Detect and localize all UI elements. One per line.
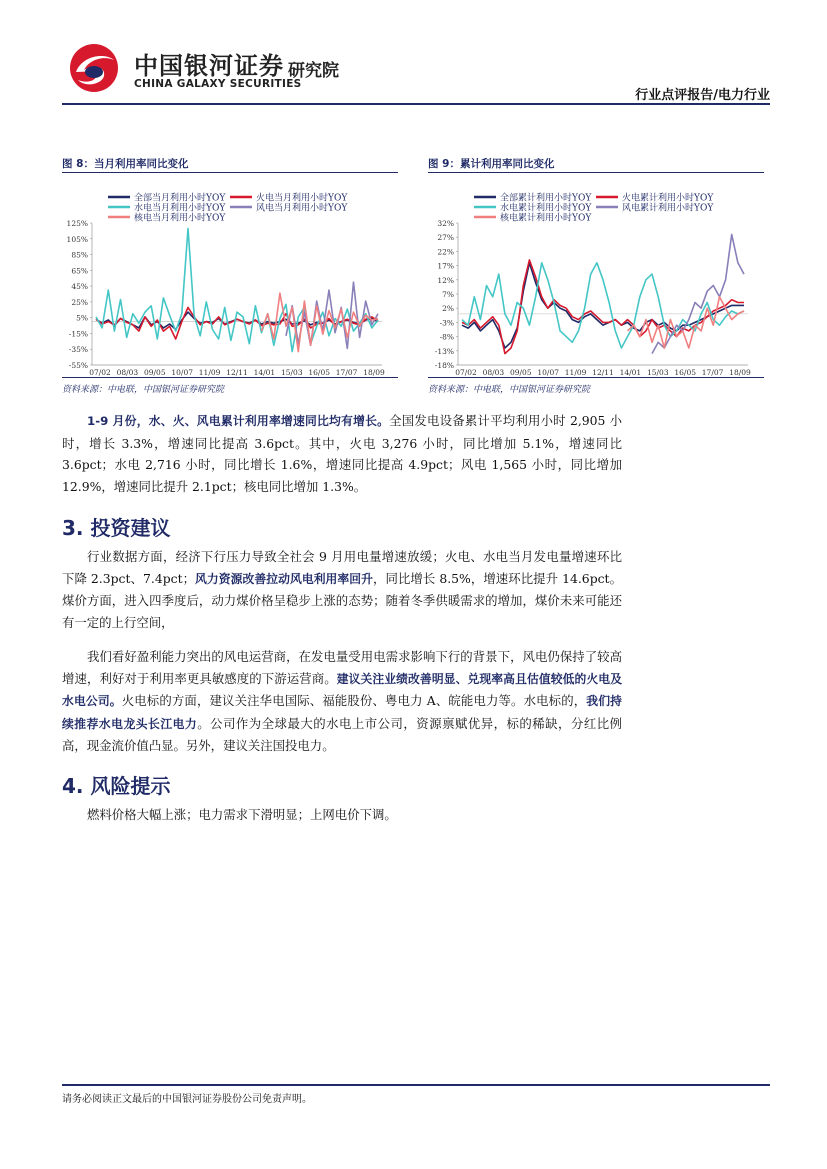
galaxy-logo-icon bbox=[68, 42, 120, 94]
header-rule bbox=[62, 103, 770, 105]
y-tick-label: -15% bbox=[68, 329, 88, 339]
legend-label: 火电累计利用小时YOY bbox=[622, 193, 714, 204]
x-tick-label: 10/07 bbox=[537, 368, 560, 377]
legend-label: 全部累计利用小时YOY bbox=[500, 193, 592, 204]
section-heading-investment: 3. 投资建议 bbox=[62, 516, 171, 540]
footer-rule bbox=[62, 1084, 770, 1086]
x-tick-label: 14/01 bbox=[619, 368, 642, 377]
logo-english-name: CHINA GALAXY SECURITIES bbox=[134, 78, 302, 90]
institute-name: 研究院 bbox=[288, 61, 339, 81]
legend-label: 火电当月利用小时YOY bbox=[256, 193, 348, 204]
y-tick-label: -8% bbox=[439, 332, 454, 342]
x-tick-label: 18/09 bbox=[729, 368, 751, 377]
y-tick-label: -13% bbox=[434, 346, 454, 356]
x-tick-label: 09/05 bbox=[143, 368, 166, 377]
y-tick-label: 12% bbox=[437, 275, 454, 285]
paragraph-highlight: 建议关注业绩改善明显、兑现率高且估值较低的火电及水电公司。 bbox=[62, 671, 622, 708]
y-tick-label: -35% bbox=[68, 345, 88, 355]
x-tick-label: 11/09 bbox=[198, 368, 221, 377]
series-line bbox=[652, 234, 744, 353]
figure-source: 资料来源：中电联，中国银河证券研究院 bbox=[62, 385, 225, 395]
figure-caption: 图 9：累计利用率同比变化 bbox=[428, 158, 555, 170]
x-tick-label: 08/03 bbox=[482, 368, 505, 377]
paragraph-text: 行业数据方面，经济下行压力导致全社会 9 月用电量增速放缓；火电、水电当月发电量增速环比下降 2.3pct、7.4pct； bbox=[62, 549, 622, 586]
paragraph-lead: 1-9 月份，水、火、风电累计利用率增速同比均有增长。 bbox=[87, 414, 390, 428]
y-tick-label: 22% bbox=[437, 247, 454, 257]
figure-source: 资料来源：中电联，中国银河证券研究院 bbox=[428, 385, 591, 395]
x-tick-label: 16/05 bbox=[308, 368, 331, 377]
section-heading-risk: 4. 风险提示 bbox=[62, 774, 171, 798]
y-tick-label: 45% bbox=[71, 282, 88, 292]
chart-monthly-utilization-yoy bbox=[62, 173, 398, 377]
x-tick-label: 17/07 bbox=[335, 368, 358, 377]
x-tick-label: 15/03 bbox=[646, 368, 669, 377]
paragraph-recommendation bbox=[62, 646, 622, 757]
y-tick-label: 27% bbox=[437, 233, 454, 243]
y-tick-label: 65% bbox=[71, 266, 88, 276]
legend-label: 核电当月利用小时YOY bbox=[134, 213, 226, 224]
y-tick-label: -3% bbox=[439, 318, 454, 328]
legend-label: 核电累计利用小时YOY bbox=[500, 213, 592, 224]
x-tick-label: 16/05 bbox=[674, 368, 697, 377]
x-tick-label: 09/05 bbox=[509, 368, 532, 377]
figure-rule bbox=[62, 377, 398, 378]
legend-label: 全部当月利用小时YOY bbox=[134, 193, 226, 204]
x-tick-label: 17/07 bbox=[701, 368, 724, 377]
logo-chinese-name: 中国银河证券 bbox=[134, 52, 284, 80]
y-tick-label: 85% bbox=[71, 250, 88, 260]
legend-label: 风电累计利用小时YOY bbox=[622, 203, 714, 214]
footer-disclaimer: 请务必阅读正文最后的中国银河证券股份公司免责声明。 bbox=[62, 1094, 312, 1105]
y-tick-label: 17% bbox=[437, 261, 454, 271]
y-tick-label: 105% bbox=[66, 234, 88, 244]
y-tick-label: 5% bbox=[76, 313, 88, 323]
paragraph-text: 。公司作为全球最大的水电上市公司，资源禀赋优异，标的稀缺，分红比例高，现金流价值凸显。另外，建议关注国投电力。 bbox=[62, 715, 622, 753]
figure-9 bbox=[428, 156, 764, 395]
page-header bbox=[62, 38, 770, 106]
y-tick-label: 125% bbox=[66, 219, 88, 228]
y-tick-label: 7% bbox=[442, 290, 454, 299]
y-tick-label: 32% bbox=[437, 219, 454, 228]
paragraph-utilization bbox=[62, 410, 622, 497]
y-tick-label: 25% bbox=[71, 297, 88, 307]
y-tick-label: 2% bbox=[442, 304, 454, 314]
y-tick-label: -55% bbox=[68, 361, 88, 370]
paragraph-highlight: 风力资源改善拉动风电利用率回升 bbox=[194, 571, 374, 586]
x-tick-label: 07/02 bbox=[455, 368, 477, 377]
paragraph-highlight: 我们持续推荐水电龙头长江电力 bbox=[62, 694, 622, 731]
x-tick-label: 10/07 bbox=[171, 368, 194, 377]
x-tick-label: 08/03 bbox=[116, 368, 139, 377]
figure-8 bbox=[62, 156, 398, 395]
legend-label: 风电当月利用小时YOY bbox=[256, 203, 348, 214]
figure-caption: 图 8：当月利用率同比变化 bbox=[62, 158, 189, 170]
report-type: 行业点评报告/电力行业 bbox=[635, 88, 770, 103]
legend-label: 水电累计利用小时YOY bbox=[500, 203, 592, 214]
paragraph-text: 全国发电设备累计平均利用小时 2,905 小时，增长 3.3%，增速同比提高 3.6pct。其中，火电 3,276 小时，同比增加 5.1%，增速同比 3.6pct；水电 2,716 小时，同比增长 1.6%，增速同比提高 4.9pct；风电 1,565 小时，同比增加 12.9%，增速同比提升 2.1pct；核电同比增加 1.3%。 bbox=[62, 413, 622, 494]
x-tick-label: 07/02 bbox=[89, 368, 111, 377]
paragraph-text: 火电标的方面，建议关注华电国际、福能股份、粤电力 A、皖能电力等。水电标的， bbox=[121, 693, 587, 708]
paragraph-text: 我们看好盈利能力突出的风电运营商，在发电量受用电需求影响下行的背景下，风电仍保持了较高增速，利好对于利用率更具敏感度的下游运营商。 bbox=[62, 649, 622, 686]
figure-rule bbox=[428, 377, 764, 378]
legend-label: 水电当月利用小时YOY bbox=[134, 203, 226, 214]
x-tick-label: 15/03 bbox=[280, 368, 303, 377]
paragraph-text: ，同比增长 8.5%，增速环比提升 14.6pct。煤价方面，进入四季度后，动力煤价格呈稳步上涨的态势；随着冬季供暖需求的增加，煤价未来可能还有一定的上行空间， bbox=[62, 570, 622, 630]
chart-cumulative-utilization-yoy bbox=[428, 173, 764, 377]
x-tick-label: 18/09 bbox=[363, 368, 385, 377]
paragraph-industry-data bbox=[62, 546, 622, 633]
paragraph-risk bbox=[62, 804, 622, 826]
x-tick-label: 12/11 bbox=[226, 368, 248, 377]
y-tick-label: -18% bbox=[434, 361, 454, 370]
x-tick-label: 11/09 bbox=[564, 368, 587, 377]
x-tick-label: 14/01 bbox=[253, 368, 276, 377]
x-tick-label: 12/11 bbox=[592, 368, 614, 377]
paragraph-text: 燃料价格大幅上涨；电力需求下滑明显；上网电价下调。 bbox=[87, 807, 397, 822]
